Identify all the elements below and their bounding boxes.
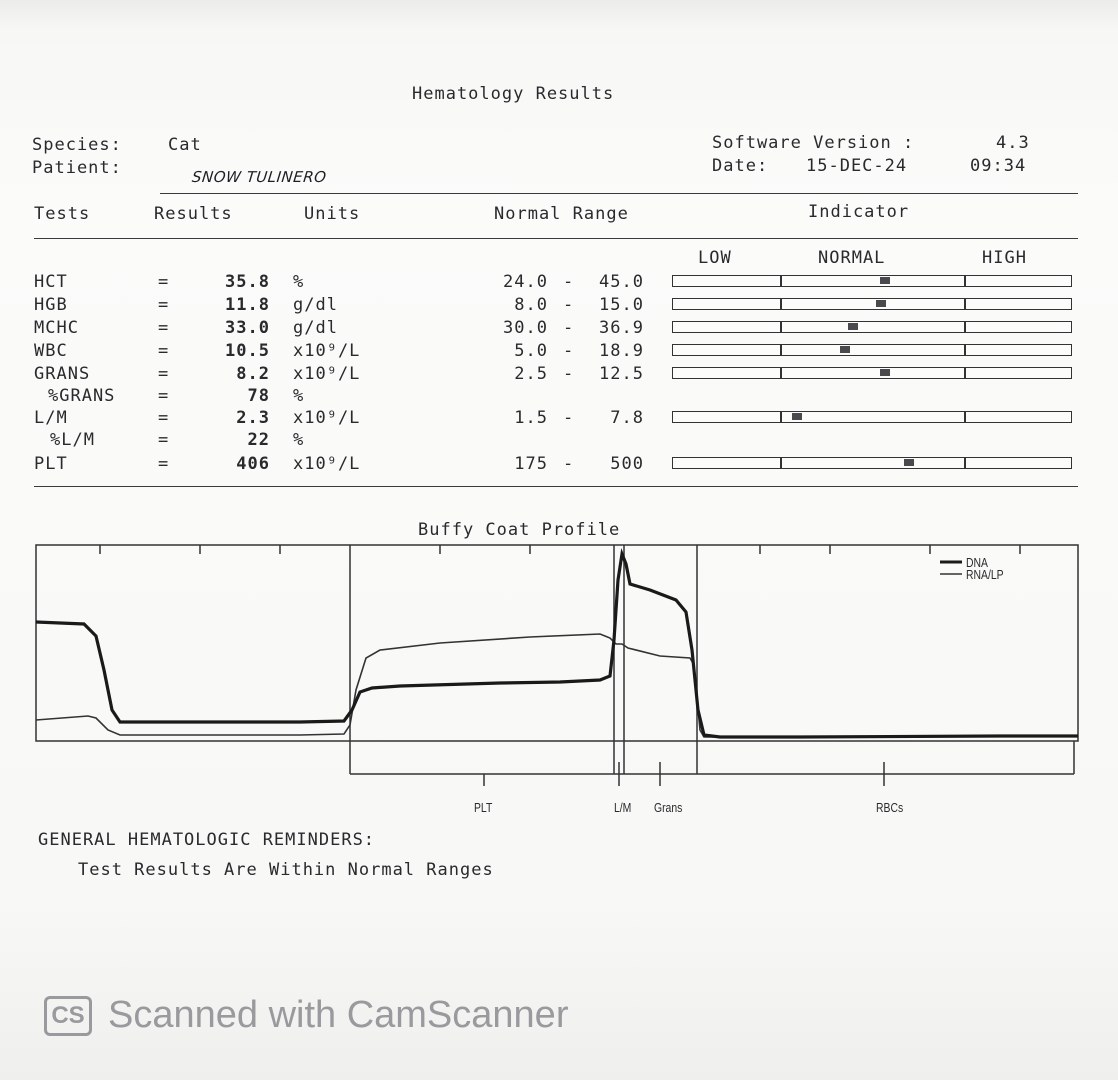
test-name: %GRANS [48, 386, 116, 406]
result-unit: x10⁹/L [293, 364, 361, 384]
legend-rna-label: RNA/LP [966, 567, 1004, 582]
result-value: 35.8 [225, 272, 270, 292]
result-unit: x10⁹/L [293, 454, 361, 474]
result-value: 78 [247, 386, 270, 406]
range-high: 7.8 [610, 408, 644, 428]
species-label: Species: [32, 135, 122, 155]
section-lm-label: L/M [614, 800, 632, 815]
test-name: L/M [34, 408, 68, 428]
time-value: 09:34 [970, 156, 1027, 176]
result-unit: % [293, 386, 305, 406]
col-normal-range: Normal Range [494, 204, 629, 224]
indicator-marker [904, 459, 914, 466]
software-version-label: Software Version : [712, 133, 915, 153]
test-name: HCT [34, 272, 68, 292]
col-indicator: Indicator [808, 202, 910, 222]
profile-title: Buffy Coat Profile [418, 520, 621, 540]
indicator-normal-label: NORMAL [818, 248, 886, 268]
equals-sign: = [158, 341, 170, 361]
indicator-bar [672, 275, 1072, 287]
reminders-text: Test Results Are Within Normal Ranges [78, 860, 494, 880]
result-value: 33.0 [225, 318, 270, 338]
reminders-heading: GENERAL HEMATOLOGIC REMINDERS: [38, 830, 376, 850]
buffy-coat-profile-chart [0, 540, 1118, 830]
indicator-bar [672, 367, 1072, 379]
equals-sign: = [158, 364, 170, 384]
indicator-bar [672, 411, 1072, 423]
indicator-bar [672, 298, 1072, 310]
col-results: Results [154, 204, 233, 224]
software-version-value: 4.3 [996, 133, 1030, 153]
result-value: 406 [236, 454, 270, 474]
range-dash: - [563, 295, 575, 315]
equals-sign: = [158, 408, 170, 428]
range-low: 175 [514, 454, 548, 474]
indicator-marker [840, 346, 850, 353]
equals-sign: = [158, 454, 170, 474]
range-low: 2.5 [514, 364, 548, 384]
species-value: Cat [168, 135, 202, 155]
indicator-marker [880, 369, 890, 376]
range-dash: - [563, 364, 575, 384]
range-dash: - [563, 454, 575, 474]
equals-sign: = [158, 386, 170, 406]
range-low: 30.0 [503, 318, 548, 338]
indicator-marker [848, 323, 858, 330]
range-low: 8.0 [514, 295, 548, 315]
dna-trace [36, 554, 1078, 737]
indicator-marker [880, 277, 890, 284]
range-high: 18.9 [599, 341, 644, 361]
result-unit: x10⁹/L [293, 341, 361, 361]
equals-sign: = [158, 295, 170, 315]
report-title: Hematology Results [412, 84, 615, 104]
indicator-bar [672, 321, 1072, 333]
equals-sign: = [158, 318, 170, 338]
range-high: 500 [610, 454, 644, 474]
profile-frame [36, 545, 1078, 741]
indicator-high-label: HIGH [982, 248, 1027, 268]
indicator-low-label: LOW [698, 248, 732, 268]
equals-sign: = [158, 430, 170, 450]
result-unit: g/dl [293, 318, 338, 338]
camscanner-watermark: Scanned with CamScanner [108, 994, 569, 1036]
patient-name-handwritten: SNOW TULINERO [191, 168, 328, 186]
test-name: WBC [34, 341, 68, 361]
indicator-bar [672, 457, 1072, 469]
range-low: 1.5 [514, 408, 548, 428]
result-unit: x10⁹/L [293, 408, 361, 428]
result-value: 22 [247, 430, 270, 450]
indicator-bar [672, 344, 1072, 356]
indicator-marker [876, 300, 886, 307]
result-value: 2.3 [236, 408, 270, 428]
test-name: %L/M [50, 430, 95, 450]
header-divider [160, 193, 1078, 194]
result-unit: % [293, 272, 305, 292]
col-units: Units [304, 204, 361, 224]
range-dash: - [563, 272, 575, 292]
range-low: 5.0 [514, 341, 548, 361]
result-unit: % [293, 430, 305, 450]
legend-dna-label: DNA [966, 555, 988, 570]
section-grans-label: Grans [654, 800, 683, 815]
test-name: PLT [34, 454, 68, 474]
section-rbcs-label: RBCs [876, 800, 904, 815]
test-name: MCHC [34, 318, 79, 338]
range-dash: - [563, 341, 575, 361]
section-plt-label: PLT [474, 800, 493, 815]
range-dash: - [563, 408, 575, 428]
results-divider [34, 486, 1078, 487]
test-name: HGB [34, 295, 68, 315]
range-high: 15.0 [599, 295, 644, 315]
result-value: 10.5 [225, 341, 270, 361]
range-high: 12.5 [599, 364, 644, 384]
indicator-marker [792, 413, 802, 420]
result-value: 8.2 [236, 364, 270, 384]
patient-label: Patient: [32, 158, 122, 178]
date-value: 15-DEC-24 [806, 156, 908, 176]
range-high: 36.9 [599, 318, 644, 338]
equals-sign: = [158, 272, 170, 292]
range-dash: - [563, 318, 575, 338]
camscanner-logo: CS [44, 996, 92, 1036]
columns-divider [34, 238, 1078, 239]
col-tests: Tests [34, 204, 91, 224]
result-unit: g/dl [293, 295, 338, 315]
range-high: 45.0 [599, 272, 644, 292]
date-label: Date: [712, 156, 769, 176]
result-value: 11.8 [225, 295, 270, 315]
range-low: 24.0 [503, 272, 548, 292]
test-name: GRANS [34, 364, 91, 384]
top-ticks [100, 545, 1020, 554]
